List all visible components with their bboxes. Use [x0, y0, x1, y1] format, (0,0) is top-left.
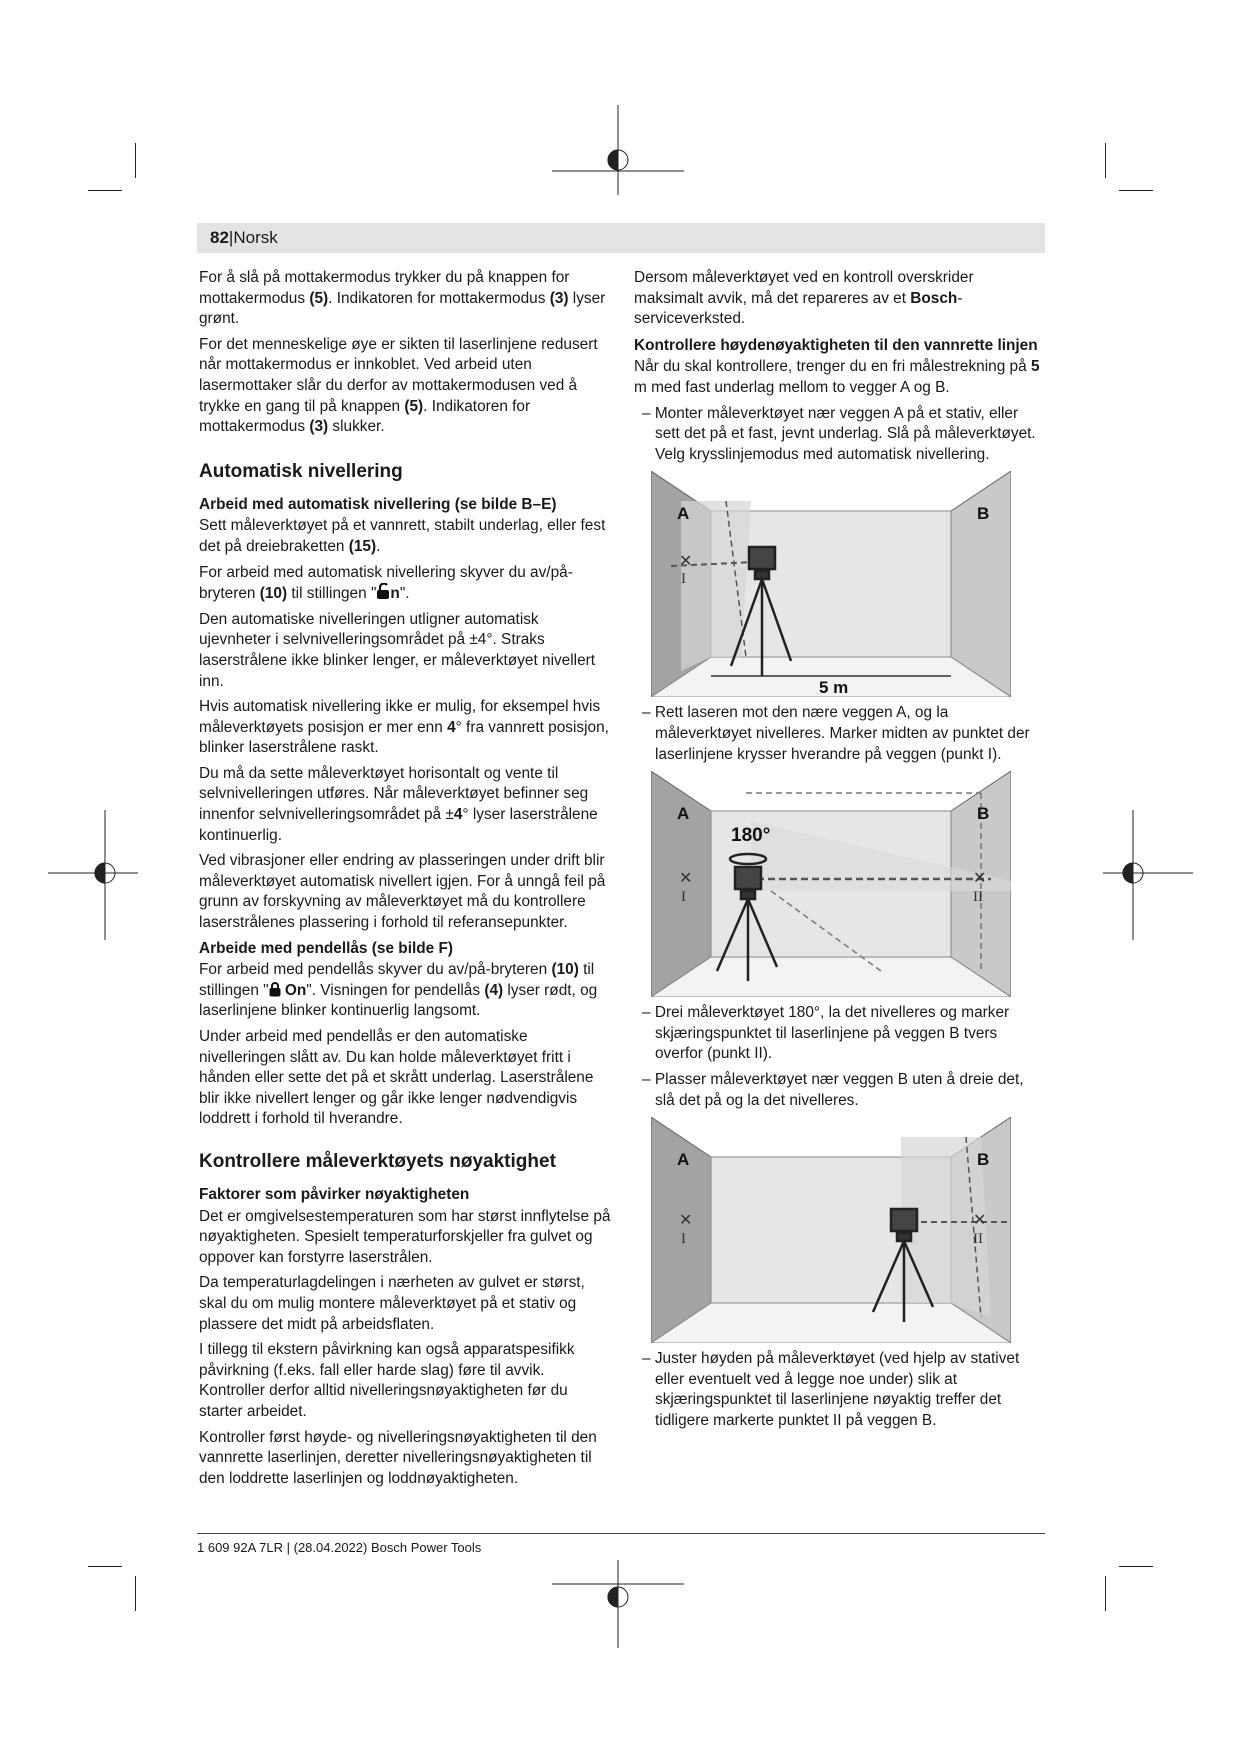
- angle-label: 180°: [731, 825, 771, 847]
- paragraph: For arbeid med automatisk nivellering skyver du av/på-bryteren (10) til stillingen " n".: [199, 563, 573, 603]
- list-item: – Drei måleverktøyet 180°, la det nivelleres og marker skjæringspunktet til laserlinjene på veggen B tvers overfor (punkt II).: [642, 1004, 1010, 1063]
- wall-a-label: A: [677, 804, 690, 824]
- paragraph: Den automatiske nivelleringen utligner automatisk ujevnheter i selvnivelleringsområdet på ±4°. Straks laserstrålene ikke blinker lenger, er måleverktøyet nivellert inn.: [199, 610, 596, 690]
- wall-b-label: B: [977, 504, 990, 524]
- header-bar: [197, 223, 1045, 253]
- cross-mark-icon: ✕: [679, 1212, 693, 1230]
- registration-target-left: [48, 810, 138, 940]
- point-label: II: [973, 889, 983, 906]
- paragraph: Under arbeid med pendellås er den automatiske nivelleringen slått av. Du kan holde måleverktøyet fritt i hånden eller sette det på et skrått underlag. Laserstrålene blir ikke nivellert lenger og går ikke lenger nødvendigvis loddrett i forhold til hverandre.: [199, 1028, 594, 1128]
- paragraph: Når du skal kontrollere, trenger du en fri målestrekning på 5 m med fast underlag mellom to vegger A og B.: [634, 358, 1040, 396]
- section-heading: Automatisk nivellering: [199, 460, 403, 482]
- paragraph: I tillegg til ekstern påvirkning kan også apparatspesifikk påvirkning (f.eks. fall eller harde slag) føre til avvik. Kontroller derfor alltid nivelleringsnøyaktigheten før du starter arbeidet.: [199, 1341, 575, 1420]
- list-item: – Juster høyden på måleverktøyet (ved hjelp av stativet eller eventuelt ved å legge noe under) slik at skjæringspunktet til laserlinjene nøyaktig treffer det tidligere markerte punktet II på veggen B.: [642, 1350, 1020, 1429]
- section-heading: Kontrollere måleverktøyets nøyaktighet: [199, 1150, 556, 1172]
- paragraph: Hvis automatisk nivellering ikke er mulig, for eksempel hvis måleverktøyets posisjon er mer enn 4° fra vannrett posisjon, blinker laserstrålene raskt.: [199, 698, 609, 757]
- padlock-open-icon: [376, 583, 390, 600]
- subsection-heading: Arbeid med automatisk nivellering (se bilde B–E): [199, 495, 557, 513]
- subsection-heading: Arbeide med pendellås (se bilde F): [199, 939, 454, 957]
- paragraph: For det menneskelige øye er sikten til laserlinjene redusert når mottakermodus er innkoblet. Ved arbeid uten lasermottaker slår du derfor av mottakermodusen ved å trykke en gang til på knappen (5). Indikatoren for mottakermodus (3) slukker.: [199, 335, 598, 436]
- wall-b-label: B: [977, 804, 990, 824]
- page-header: [210, 228, 278, 248]
- point-label: I: [681, 1231, 686, 1248]
- left-column: [199, 268, 611, 1494]
- paragraph: Dersom måleverktøyet ved en kontroll overskrider maksimalt avvik, må det repareres av et Bosch-serviceverksted.: [634, 269, 974, 328]
- paragraph: Sett måleverktøyet på et vannrett, stabilt underlag, eller fest det på dreiebraketten (15).: [199, 517, 606, 555]
- header-language: Norsk: [233, 228, 278, 247]
- wall-a-label: A: [677, 1150, 690, 1170]
- subsection-heading: Kontrollere høydenøyaktigheten til den vannrette linjen: [634, 336, 1038, 354]
- list-item: – Monter måleverktøyet nær veggen A på et stativ, eller sett det på et fast, jevnt underlag. Slå på måleverktøyet. Velg krysslinjemodus med automatisk nivellering.: [642, 404, 1036, 463]
- list-item: – Plasser måleverktøyet nær veggen B uten å dreie det, slå det på og la det nivelleres.: [642, 1070, 1024, 1109]
- paragraph: Da temperaturlagdelingen i nærheten av gulvet er størst, skal du om mulig montere måleverktøyet på et stativ og plassere det midt på arbeidsflaten.: [199, 1274, 585, 1333]
- page-footer: 1 609 92A 7LR | (28.04.2022) Bosch Power Tools: [197, 1540, 482, 1555]
- figure-tripod-near-wall-a: [651, 471, 1011, 697]
- right-column: [634, 268, 1044, 1436]
- wall-a-label: A: [677, 504, 690, 524]
- paragraph: Kontroller først høyde- og nivelleringsnøyaktigheten til den vannrette laserlinjen, deretter nivelleringsnøyaktigheten til den loddrette laserlinjen og loddnøyaktigheten.: [199, 1428, 597, 1487]
- paragraph: For å slå på mottakermodus trykker du på knappen for mottakermodus (5). Indikatoren for mottakermodus (3) lyser grønt.: [199, 269, 606, 328]
- paragraph: Du må da sette måleverktøyet horisontalt og vente til selvnivelleringen utføres. Når måleverktøyet befinner seg innenfor selvnivelleringsområdet på ±4° lyser laserstrålene kontinuerlig.: [199, 764, 598, 844]
- cross-mark-icon: ✕: [679, 870, 693, 888]
- distance-label: 5 m: [819, 678, 849, 698]
- registration-target-bottom: [552, 1560, 684, 1648]
- page-number: 82: [210, 228, 229, 247]
- registration-target-right: [1103, 810, 1193, 940]
- list-item: – Rett laseren mot den nære veggen A, og la måleverktøyet nivelleres. Marker midten av punktet der laserlinjene krysser hverandre på veggen (punkt I).: [642, 704, 1030, 763]
- cross-mark-icon: ✕: [679, 553, 693, 571]
- paragraph: Ved vibrasjoner eller endring av plasseringen under drift blir måleverktøyet automatisk nivellert igjen. For å unngå feil på grunn av forskyvning av måleverktøyet må du kontrollere laserstrålenes plassering i forhold til referansepunkter.: [199, 852, 606, 932]
- point-label: II: [973, 1231, 983, 1248]
- footer-rule: [197, 1533, 1045, 1534]
- figure-rotated-180: [651, 771, 1011, 997]
- paragraph: For arbeid med pendellås skyver du av/på-bryteren (10) til stillingen " On". Visningen for pendellås (4) lyser rødt, og laserlinjene blinker kontinuerlig langsomt.: [199, 961, 598, 1020]
- paragraph: Det er omgivelsestemperaturen som har størst innflytelse på nøyaktigheten. Spesielt temperaturforskjeller fra gulvet og oppover kan forstyrre laserstrålen.: [199, 1207, 611, 1266]
- subsection-heading: Faktorer som påvirker nøyaktigheten: [199, 1185, 470, 1203]
- point-label: I: [681, 889, 686, 906]
- point-label: I: [681, 571, 686, 588]
- cross-mark-icon: ✕: [973, 1212, 987, 1230]
- cross-mark-icon: ✕: [973, 870, 987, 888]
- wall-b-label: B: [977, 1150, 990, 1170]
- header-separator: |: [228, 228, 234, 247]
- registration-target-top: [552, 105, 684, 195]
- padlock-closed-icon: [269, 982, 281, 997]
- figure-tripod-near-wall-b: [651, 1117, 1011, 1343]
